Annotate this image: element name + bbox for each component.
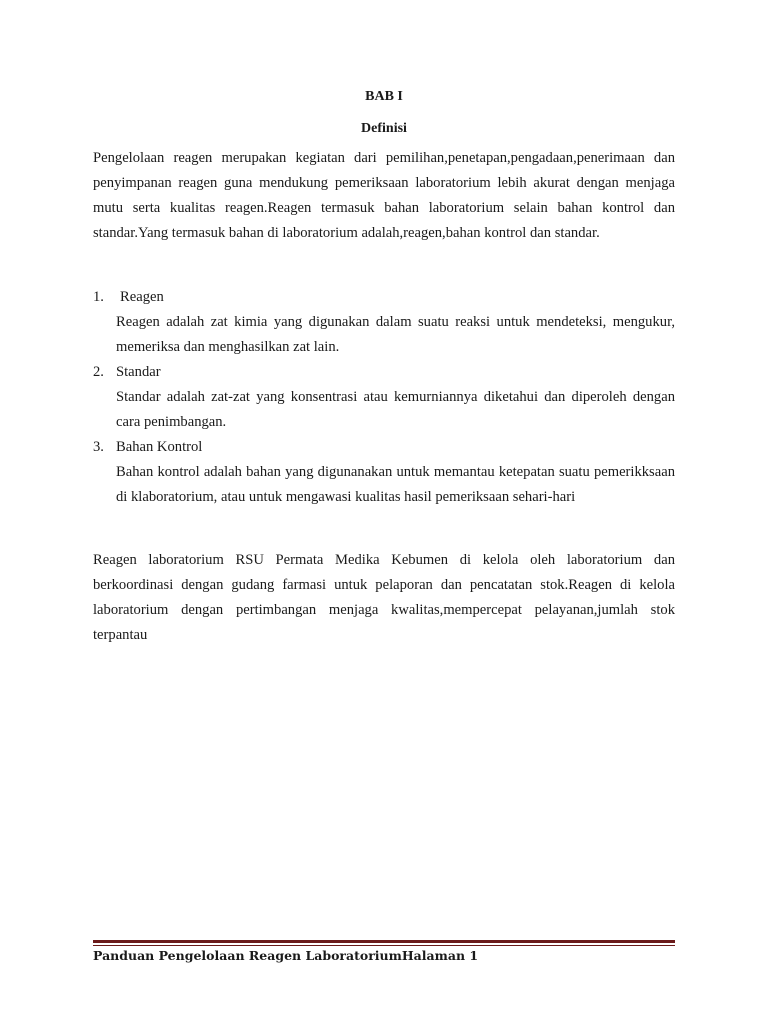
item-label: Standar (116, 364, 161, 380)
item-text: Standar adalah zat-zat yang konsentrasi atau kemurniannya diketahui dan diperoleh dengan cara penimbangan. (116, 389, 675, 430)
list-item-reagen (93, 285, 675, 360)
footer-rule (93, 940, 675, 943)
item-number: 1. (93, 289, 104, 305)
item-text: Bahan kontrol adalah bahan yang digunanakan untuk memantau ketepatan suatu pemerikksaan di klaboratorium, atau untuk mengawasi kualitas hasil pemeriksaan sehari-hari (116, 464, 675, 505)
item-number: 3. (93, 439, 104, 455)
page-footer: Panduan Pengelolaan Reagen LaboratoriumHalaman 1 (93, 948, 479, 963)
closing-paragraph: Reagen laboratorium RSU Permata Medika Kebumen di kelola oleh laboratorium dan berkoordinasi dengan gudang farmasi untuk pelaporan dan pencatatan stok.Reagen di kelola laboratorium dengan pertimbangan menjaga kwalitas,mempercepat pelayanan,jumlah stok terpantau (93, 552, 675, 643)
definition-list (93, 285, 675, 510)
item-label: Bahan Kontrol (116, 439, 203, 455)
chapter-heading: BAB I (365, 89, 403, 104)
section-title: Definisi (361, 121, 407, 136)
footer-rule-thin (93, 945, 675, 946)
item-number: 2. (93, 364, 104, 380)
list-item-standar (93, 360, 675, 435)
item-label: Reagen (120, 289, 164, 305)
list-item-bahan-kontrol (93, 435, 675, 510)
intro-paragraph: Pengelolaan reagen merupakan kegiatan dari pemilihan,penetapan,pengadaan,penerimaan dan penyimpanan reagen guna mendukung pemeriksaan laboratorium lebih akurat dengan menjaga mutu serta kualitas reagen.Reagen termasuk bahan laboratorium selain bahan kontrol dan standar.Yang termasuk bahan di laboratorium adalah,reagen,bahan kontrol dan standar. (93, 150, 675, 241)
item-text: Reagen adalah zat kimia yang digunakan dalam suatu reaksi untuk mendeteksi, mengukur, memeriksa dan menghasilkan zat lain. (116, 314, 675, 355)
